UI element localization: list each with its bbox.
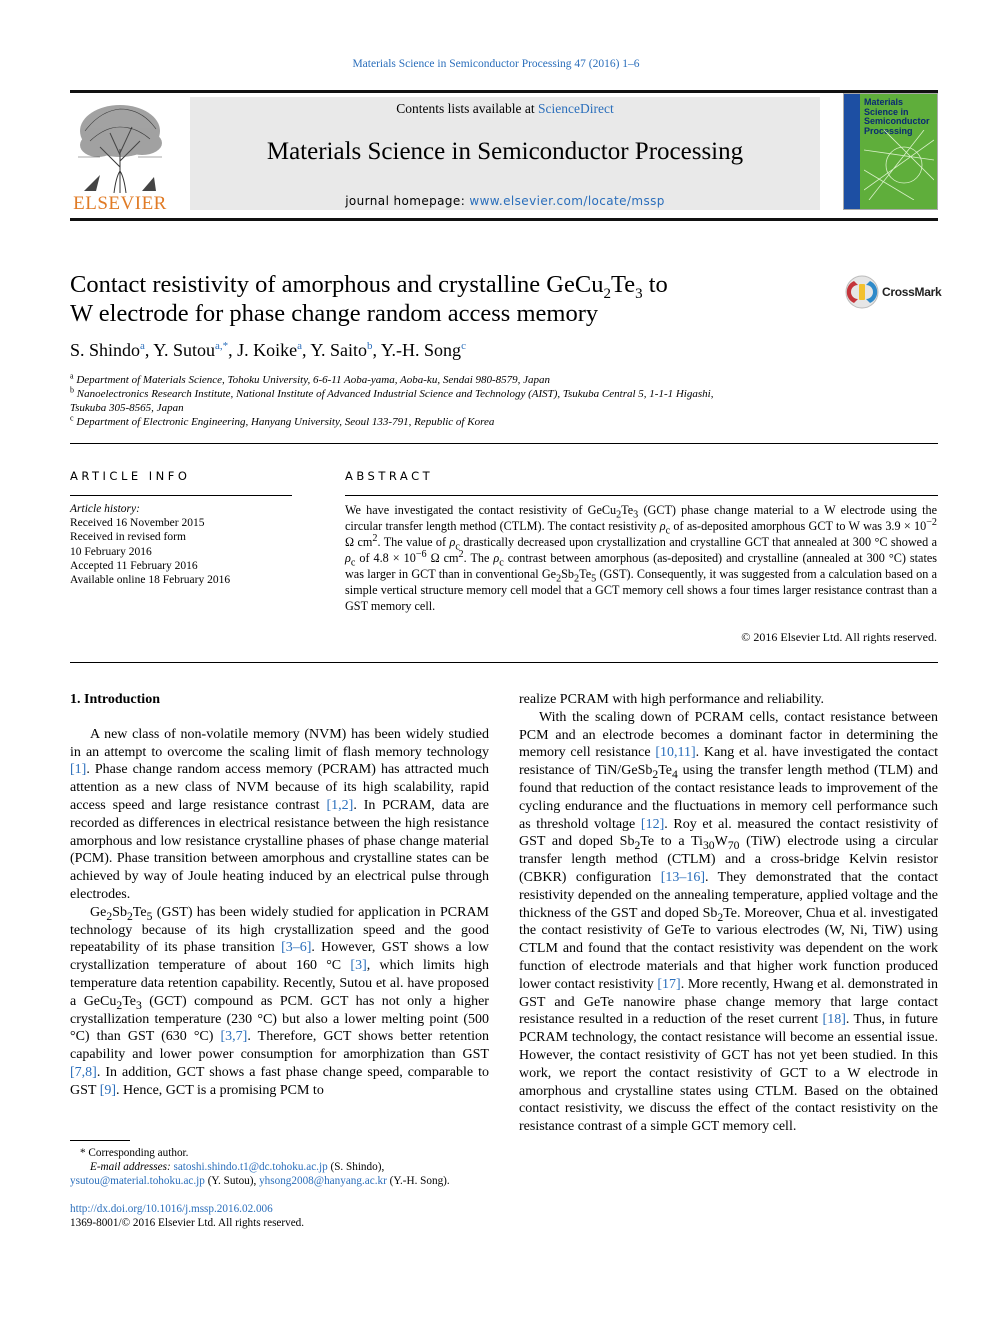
abstract-rule bbox=[345, 495, 938, 496]
paragraph: $Ge_2Sb_2Te_5$ (GST) has been widely studied for application in PCRAM technology because of its high crystallization speed and the good repeatability of its phase transition [3–6]. However, GST shows a low crystallization temperature of about 160 °C [3], which limits high temperature data retention capability. Recently, Sutou et al. have proposed a $GeCu_2Te_3$ (GCT) compound as PCM. GCT has not only a higher crystallization temperature (230 °C) but also a lower melting point (500 °C) than GST (630 °C) [3,7]. Therefore, GCT shows better retention capability and lower power consumption for amorphization than GST [7,8]. In addition, GCT shows a fast phase change speed, comparable to GST [9]. Hence, GCT is a promising PCM to bbox=[70, 904, 490, 1098]
article-info-rule bbox=[70, 495, 292, 496]
author[interactable]: J. Koike bbox=[237, 340, 298, 360]
abstract-copyright: © 2016 Elsevier Ltd. All rights reserved. bbox=[741, 630, 937, 644]
email-link[interactable]: yhsong2008@hanyang.ac.kr bbox=[259, 1175, 387, 1187]
paragraph: realize PCRAM with high performance and reliability. bbox=[519, 692, 825, 707]
section-divider bbox=[70, 443, 938, 444]
author-affiliation-mark[interactable]: b bbox=[367, 340, 373, 352]
affiliation-b: $^b$ Nanoelectronics Research Institute, National Institute of Advanced Industrial Science and Technology (AIST), Tsukuba Central 5, 1-1-1 Higashi, Tsukuba 305-8565, Japan bbox=[70, 385, 714, 414]
footnotes bbox=[70, 1146, 490, 1188]
section-divider bbox=[70, 662, 938, 663]
paragraph: With the scaling down of PCRAM cells, contact resistance between PCM and an electrode becomes a dominant factor in determining the memory cell resistance [10,11]. Kang et al. have investigated the contact resistance of TiN/$GeSb_2Te_4$ using the transfer length method (TLM) and found that reduction of the contact resistance leads to improvement of the cycling endurance and the fluctuations in memory cell performance such as threshold voltage [12]. Roy et al. measured the contact resistivity of GST and doped $Sb_2Te$ to a $Ti_{30}W_{70}$ (TiW) electrode using a circular transfer length method (CTLM) and a cross-bridge Kelvin resistor (CBKR) configuration [13–16]. They demonstrated that the contact resistivity depended on the annealing temperature, applied voltage and the thickness of the GST and doped $Sb_2Te$. Moreover, Chua et al. investigated the contact resistivity of GeTe to various electrodes (W, Ni, TiW) using CTLM and found that the contact resistivity was dependent on the work function of electrode materials and that higher work function produced lower contact resistivity [17]. More recently, Hwang et al. demonstrated in GST and GeTe nanowire phase change memory that large contact resistance resulted in a reduction of the reset current [18]. Thus, in future PCRAM technology, the contact resistance will become an essential issue. However, the contact resistivity of GCT has not yet been studied. In this work, we report the contact resistivity of GCT to a W electrode in amorphous and crystalline states using CTLM. Based on the obtained contact resistivity, we discuss the effect of the contact resistivity on the resistance contrast of a simple GCT memory cell. bbox=[519, 709, 939, 1135]
cover-title: Materials Science in Semiconductor Processing bbox=[864, 97, 930, 136]
author[interactable]: S. Shindo bbox=[70, 340, 141, 360]
journal-title: Materials Science in Semiconductor Processing bbox=[266, 138, 744, 165]
email-link[interactable]: ysutou@material.tohoku.ac.jp bbox=[70, 1175, 205, 1187]
affiliation-c: $^c$ Department of Electronic Engineering, Hanyang University, Seoul 133-791, Republic of Korea bbox=[70, 413, 495, 428]
issn-copyright: 1369-8001/© 2016 Elsevier Ltd. All rights reserved. bbox=[70, 1217, 305, 1229]
email-addresses-cont: ysutou@material.tohoku.ac.jp (Y. Sutou), yhsong2008@hanyang.ac.kr (Y.-H. Song). bbox=[70, 1175, 450, 1187]
author[interactable]: Y. Sutou bbox=[153, 340, 215, 360]
author[interactable]: Y. Saito bbox=[310, 340, 368, 360]
section-heading-introduction: 1. Introduction bbox=[70, 692, 160, 707]
article-title: Contact resistivity of amorphous and crystalline $GeCu_2Te_3$ to W electrode for phase change random access memory bbox=[70, 271, 668, 327]
paragraph: A new class of non-volatile memory (NVM) has been widely studied in an attempt to overcome the scaling limit of flash memory technology [1]. Phase change random access memory (PCRAM) has attracted much attention as a new class of NVM because of its high scalability, rapid access speed and large resistance contrast [1,2]. In PCRAM, data are recorded as differences in electrical resistance between the high resistance amorphous and low resistance crystalline phases of phase change material (PCM). Phase transition between amorphous and crystalline states can be achieved by way of Joule heating induced by an electrical pulse through electrodes. bbox=[70, 726, 489, 902]
affiliation-a: $^a$ Department of Materials Science, Tohoku University, 6-6-11 Aoba-yama, Aoba-ku, Sendai 980-8579, Japan bbox=[70, 371, 551, 386]
article-info-heading: ARTICLE INFO bbox=[70, 469, 191, 483]
history-item: Received 16 November 2015 bbox=[70, 517, 205, 530]
author[interactable]: Y.-H. Song bbox=[380, 340, 462, 360]
history-item: Received in revised form bbox=[70, 531, 186, 544]
elsevier-wordmark: ELSEVIER bbox=[73, 193, 167, 214]
cover-graphic bbox=[864, 130, 934, 200]
history-item: Accepted 11 February 2016 bbox=[70, 559, 198, 572]
elsevier-logo[interactable] bbox=[70, 97, 170, 215]
doi-link[interactable]: http://dx.doi.org/10.1016/j.mssp.2016.02.006 bbox=[70, 1203, 273, 1215]
article-history-label: Article history: bbox=[70, 503, 140, 515]
journal-homepage: journal homepage: www.elsevier.com/locate/mssp bbox=[345, 194, 665, 208]
journal-citation[interactable]: Materials Science in Semiconductor Processing 47 (2016) 1–6 bbox=[352, 58, 640, 70]
author-list: S. Shindo$^a$, Y. Sutou$^{a,*}$, J. Koike$^a$, Y. Saito$^b$, Y.-H. Song$^c$ bbox=[70, 340, 466, 360]
cover-band bbox=[844, 94, 860, 209]
crossmark-badge[interactable] bbox=[845, 275, 940, 311]
email-addresses: E-mail addresses: satoshi.shindo.t1@dc.tohoku.ac.jp (S. Shindo), bbox=[90, 1161, 385, 1173]
header-rule-bottom bbox=[70, 218, 938, 221]
crossmark-label: CrossMark bbox=[882, 285, 942, 299]
author-affiliation-mark[interactable]: a bbox=[140, 340, 145, 352]
author-affiliation-mark[interactable]: c bbox=[461, 340, 466, 352]
author-affiliation-mark[interactable]: a bbox=[297, 340, 302, 352]
header-rule-top bbox=[70, 90, 938, 93]
body-column-right bbox=[519, 691, 938, 1136]
crossmark-icon bbox=[845, 275, 879, 309]
doi-block bbox=[70, 1202, 490, 1230]
journal-cover[interactable] bbox=[843, 93, 938, 210]
affiliations bbox=[70, 373, 810, 429]
body-column-left bbox=[70, 691, 489, 1100]
article-history bbox=[70, 502, 290, 587]
abstract-text: We have investigated the contact resistivity of $GeCu_2Te_3$ (GCT) phase change material to a W electrode using the circular transfer length method (CTLM). The contact resistivity $\rho_c$ of as-deposited amorphous GCT to W was $3.9 \times 10^{-2}$ Ω $cm^2$. The value of $\rho_c$ drastically decreased upon crystallization and crystalline GCT that annealed at 300 °C showed a $\rho_c$ of $4.8 \times 10^{-6}$ Ω $cm^2$. The $\rho_c$ contrast between amorphous (as-deposited) and crystalline (annealed at 300 °C) states was larger in GCT than in conventional $Ge_2Sb_2Te_5$ (GST). Consequently, it was suggested from a calculation based on a simple vertical structure memory cell model that a GCT memory cell shows a four times larger resistance contrast than a GST memory cell. bbox=[345, 503, 938, 613]
sciencedirect-link[interactable]: ScienceDirect bbox=[538, 101, 614, 116]
contents-line: Contents lists available at ScienceDirect bbox=[396, 101, 614, 116]
corresponding-author-note: * Corresponding author. bbox=[80, 1147, 189, 1159]
homepage-link[interactable]: www.elsevier.com/locate/mssp bbox=[469, 194, 665, 208]
history-item: 10 February 2016 bbox=[70, 545, 152, 558]
history-item: Available online 18 February 2016 bbox=[70, 574, 231, 587]
author-affiliation-mark[interactable]: a,* bbox=[214, 340, 229, 352]
elsevier-tree-icon bbox=[70, 97, 170, 195]
footnote-rule bbox=[70, 1140, 130, 1141]
email-link[interactable]: satoshi.shindo.t1@dc.tohoku.ac.jp bbox=[173, 1161, 328, 1173]
abstract-heading: ABSTRACT bbox=[345, 469, 434, 483]
